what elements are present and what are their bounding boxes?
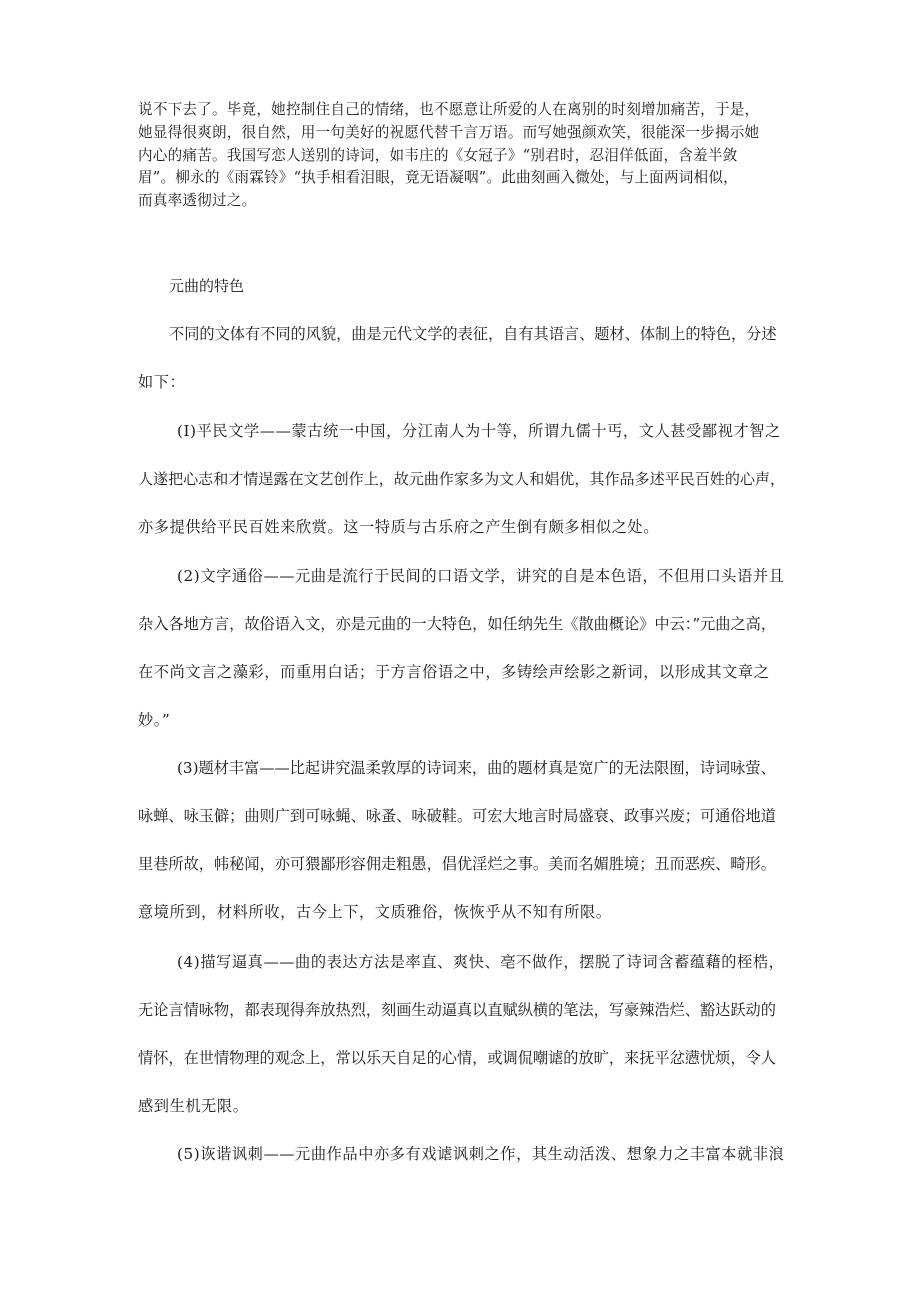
- text-line: 意境所到，材料所收，古今上下，文质雅俗，恢恢乎从不知有所限。: [138, 903, 612, 921]
- text-line: (5)诙谐讽刺——元曲作品中亦多有戏谑讽刺之作，其生动活泼、想象力之丰富本就非浪: [177, 1145, 785, 1163]
- text-line: 说不下去了。毕竟，她控制住自己的情绪，也不愿意让所爱的人在离别的时刻增加痛苦，于是，: [138, 101, 760, 118]
- text-line: 人遂把心志和才情逞露在文艺创作上，故元曲作家多为文人和娼优，其作品多述平民百姓的心声，: [138, 470, 786, 488]
- section-title: 元曲的特色: [169, 277, 245, 295]
- text-line: (I)平民文学——蒙古统一中国，分江南人为十等，所谓九儒十丐，文人甚受鄙视才智之: [177, 422, 781, 440]
- text-line: 眉”。柳永的《雨霖铃》“执手相看泪眼，竟无语凝咽”。此曲刻画入微处，与上面两词相似，: [138, 169, 738, 186]
- text-line: 亦多提供给平民百姓来欣赏。这一特质与古乐府之产生倒有颇多相似之处。: [138, 518, 659, 536]
- text-line: (2)文字通俗——元曲是流行于民间的口语文学，讲究的自是本色语，不但用口头语并且: [177, 567, 785, 585]
- text-line: 无论言情咏物，都表现得奔放热烈，刻画生动逼真以直赋纵横的笔法，写豪辣浩烂、豁达跃动的: [138, 1001, 776, 1019]
- text-line: 在不尚文言之藻彩，而重用白话；于方言俗语之中，多铸绘声绘影之新词，以形成其文章之: [138, 663, 770, 681]
- text-line: 不同的文体有不同的风貌，曲是元代文学的表征，自有其语言、题材、体制上的特色，分述: [169, 325, 777, 343]
- text-line: 如下：: [138, 373, 186, 391]
- text-line: 咏蝉、咏玉僻；曲则广到可咏蝇、咏蚤、咏破鞋。可宏大地言时局盛衰、政事兴废；可通俗地道: [138, 807, 776, 825]
- text-line: 内心的痛苦。我国写恋人送别的诗词，如韦庄的《女冠子》“别君时，忍泪佯低面，含羞半敛: [138, 147, 738, 164]
- text-line: (4)描写逼真——曲的表达方法是率直、爽快、亳不做作，摆脱了诗词含蓄蕴藉的桎梏，: [177, 953, 785, 971]
- text-line: 感到生机无限。: [138, 1097, 249, 1115]
- text-line: 里巷所故，帏秘闻，亦可猥鄙形容佣走粗愚，倡优淫烂之事。美而名媚胜境；丑而恶疾、畸形。: [138, 855, 776, 873]
- text-line: 杂入各地方言，故俗语入文，亦是元曲的一大特色，如任纳先生《散曲概论》中云：”元曲之高，: [138, 615, 777, 633]
- text-line: 情怀，在世情物理的观念上，常以乐天自足的心情，或调侃嘲谑的放旷，来抚平忿懑忧烦，令人: [138, 1049, 776, 1067]
- text-line: 妙。”: [138, 711, 171, 729]
- text-line: 而真率透彻过之。: [138, 192, 257, 209]
- text-line: 她显得很爽朗，很自然，用一句美好的祝愿代替千言万语。而写她强颜欢笑，很能深一步揭示她: [138, 124, 760, 141]
- text-line: (3)题材丰富——比起讲究温柔敦厚的诗词来，曲的题材真是宽广的无法限囿，诗词咏萤、: [177, 759, 776, 777]
